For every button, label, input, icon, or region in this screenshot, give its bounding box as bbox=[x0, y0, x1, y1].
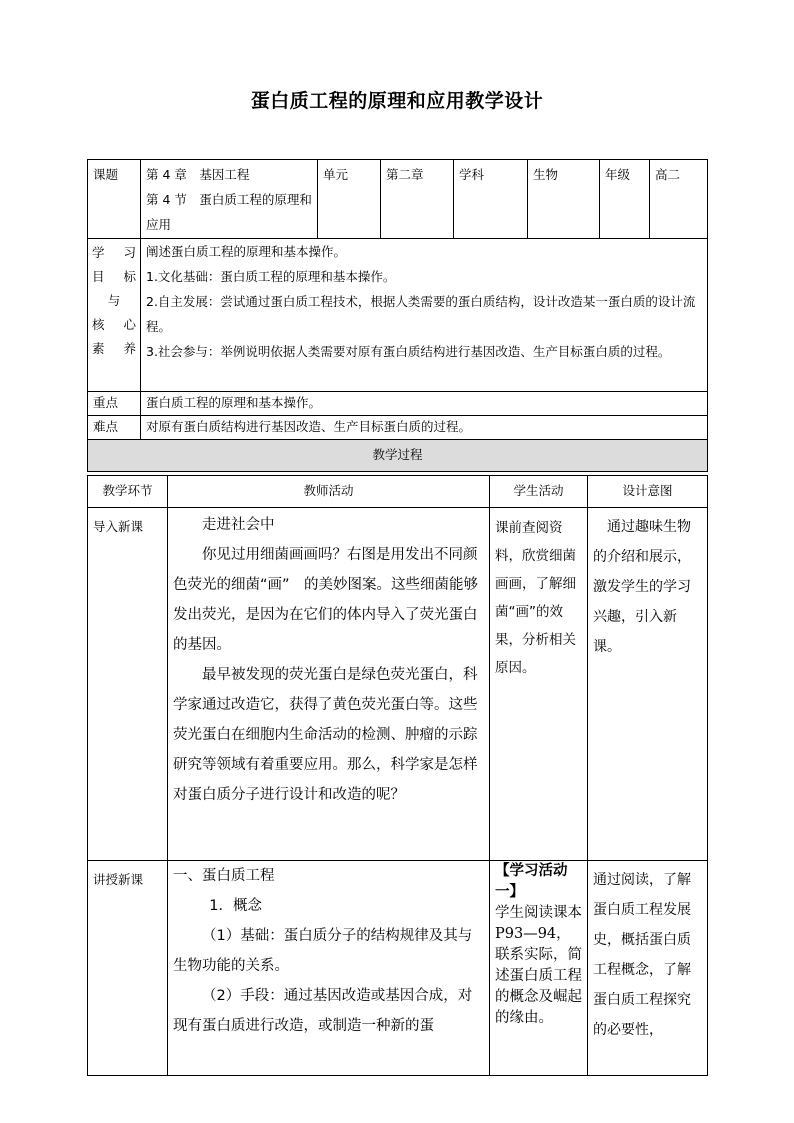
lecture-paragraph: （1）基础：蛋白质分子的结构规律及其与生物功能的关系。 bbox=[173, 928, 473, 974]
goal-item: 2.自主发展：尝试通过蛋白质工程技术，根据人类需要的蛋白质结构，设计改造某一蛋白质的设计流程。 bbox=[146, 294, 696, 334]
key-point-text: 蛋白质工程的原理和基本操作。 bbox=[141, 392, 708, 416]
subject-label: 学科 bbox=[454, 160, 528, 239]
column-header-stage: 教学环节 bbox=[88, 476, 168, 508]
lecture-teacher bbox=[168, 861, 490, 1076]
column-header-row bbox=[88, 476, 708, 508]
goal-summary: 阐述蛋白质工程的原理和基本操作。 bbox=[146, 244, 347, 259]
goals-label-line: 与 bbox=[107, 293, 121, 308]
goals-label-line: 学 习 bbox=[92, 245, 136, 260]
intro-paragraph: 你见过用细菌画画吗？右图是用发出不同颜色荧光的细菌“画” 的美妙图案。这些细菌能够发出荧光，是因为在它们的体内导入了荧光蛋白的基因。 bbox=[173, 547, 479, 653]
topic-section: 第 4 节 蛋白质工程的原理和应用 bbox=[146, 192, 312, 232]
intro-paragraph: 最早被发现的荧光蛋白是绿色荧光蛋白，科学家通过改造它，获得了黄色荧光蛋白等。这些荧光蛋白在细胞内生命活动的检测、肿瘤的示踪研究等领域有着重要应用。那么，科学家是怎样对蛋白质分子进行设计和改造的呢？ bbox=[173, 667, 478, 803]
intro-intent bbox=[588, 508, 708, 861]
learning-activity-title: 【学习活动一】 bbox=[495, 863, 568, 900]
lecture-paragraph: （2）手段：通过基因改造或基因合成，对现有蛋白质进行改造，或制造一种新的蛋 bbox=[173, 988, 473, 1034]
goals-label-line: 核 心 bbox=[92, 317, 136, 332]
process-band-row bbox=[88, 440, 708, 472]
intro-heading: 走进社会中 bbox=[202, 517, 275, 533]
lecture-heading: 一、蛋白质工程 bbox=[173, 868, 275, 884]
topic-chapter: 第 4 章 基因工程 bbox=[146, 167, 250, 182]
intro-student: 课前查阅资料，欣赏细菌画画，了解细菌“画”的效果，分析相关原因。 bbox=[490, 508, 588, 861]
goals-content bbox=[141, 239, 708, 392]
key-point-label: 重点 bbox=[88, 392, 141, 416]
difficulty-row bbox=[88, 416, 708, 440]
column-header-teacher: 教师活动 bbox=[168, 476, 490, 508]
unit-value: 第二章 bbox=[381, 160, 454, 239]
topic-value bbox=[141, 160, 318, 239]
topic-label: 课题 bbox=[88, 160, 141, 239]
header-row bbox=[88, 160, 708, 239]
lesson-plan-table bbox=[87, 159, 708, 472]
column-header-student: 学生活动 bbox=[490, 476, 588, 508]
lecture-student-text: 学生阅读课本 P93—94，联系实际，简述蛋白质工程的概念及崛起的缘由。 bbox=[495, 905, 582, 1026]
key-point-row bbox=[88, 392, 708, 416]
goals-label bbox=[88, 239, 141, 392]
difficulty-text: 对原有蛋白质结构进行基因改造、生产目标蛋白质的过程。 bbox=[141, 416, 708, 440]
goals-label-line: 目标 bbox=[92, 269, 136, 284]
intro-stage: 导入新课 bbox=[88, 508, 168, 861]
process-table bbox=[87, 475, 708, 1076]
grade-value: 高二 bbox=[650, 160, 708, 239]
goal-item: 1.文化基础：蛋白质工程的原理和基本操作。 bbox=[146, 269, 396, 284]
lecture-stage: 讲授新课 bbox=[88, 861, 168, 1076]
lecture-subheading: 1．概念 bbox=[209, 898, 262, 914]
process-title: 教学过程 bbox=[88, 440, 708, 472]
lecture-row bbox=[88, 861, 708, 1076]
unit-label: 单元 bbox=[318, 160, 381, 239]
subject-value: 生物 bbox=[528, 160, 600, 239]
grade-label: 年级 bbox=[600, 160, 650, 239]
lecture-student bbox=[490, 861, 588, 1076]
goals-row bbox=[88, 239, 708, 392]
document-title: 蛋白质工程的原理和应用教学设计 bbox=[250, 90, 544, 112]
intro-intent-text: 通过趣味生物的介绍和展示，激发学生的学习兴趣，引入新课。 bbox=[593, 519, 691, 655]
goals-label-line: 素养 bbox=[92, 341, 136, 356]
goal-item: 3.社会参与：举例说明依据人类需要对原有蛋白质结构进行基因改造、生产目标蛋白质的过程。 bbox=[146, 344, 671, 359]
difficulty-label: 难点 bbox=[88, 416, 141, 440]
lecture-intent: 通过阅读，了解蛋白质工程发展史，概括蛋白质工程概念，了解蛋白质工程探究的必要性， bbox=[588, 861, 708, 1076]
column-header-intent: 设计意图 bbox=[588, 476, 708, 508]
intro-teacher bbox=[168, 508, 490, 861]
intro-row bbox=[88, 508, 708, 861]
